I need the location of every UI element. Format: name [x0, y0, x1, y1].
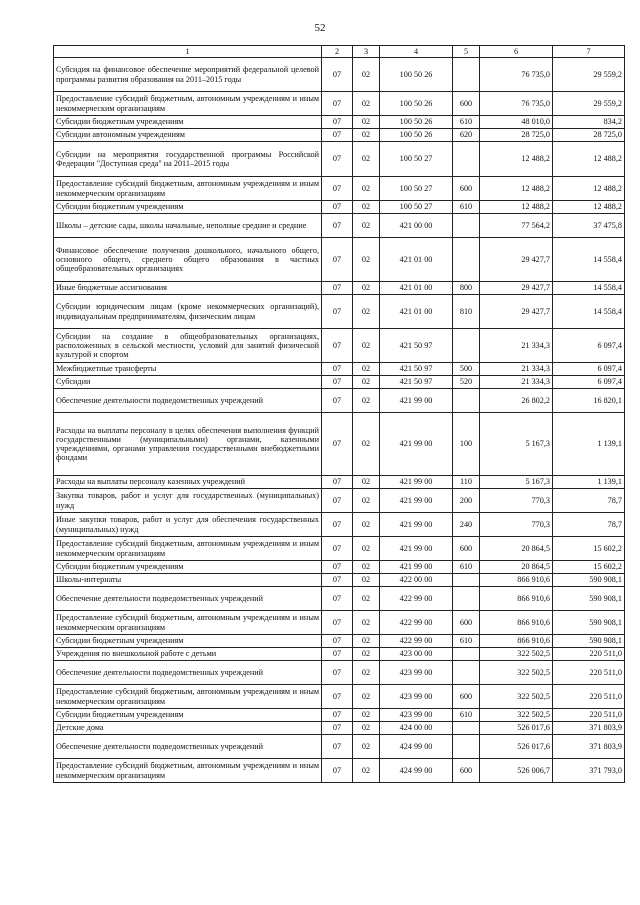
table-header-row [54, 46, 625, 58]
amount-actual: 12 488,2 [553, 201, 625, 214]
row-description: Субсидии бюджетным учреждениям [54, 709, 322, 722]
table-row [54, 142, 625, 177]
section-code: 07 [322, 648, 353, 661]
table-row [54, 376, 625, 389]
table-row [54, 413, 625, 476]
target-article-code: 421 99 00 [380, 389, 453, 413]
section-code: 07 [322, 611, 353, 635]
table-row [54, 537, 625, 561]
expense-type-code: 600 [453, 759, 480, 783]
table-row [54, 129, 625, 142]
row-description: Закупка товаров, работ и услуг для государственных (муниципальных) нужд [54, 489, 322, 513]
amount-plan: 770,3 [480, 489, 553, 513]
section-code: 07 [322, 58, 353, 92]
amount-actual: 29 559,2 [553, 92, 625, 116]
expense-type-code: 520 [453, 376, 480, 389]
amount-plan: 322 502,5 [480, 648, 553, 661]
amount-plan: 866 910,6 [480, 611, 553, 635]
row-description: Школы – детские сады, школы начальные, неполные средние и средние [54, 214, 322, 238]
target-article-code: 421 00 00 [380, 214, 453, 238]
expense-type-code [453, 329, 480, 363]
target-article-code: 421 01 00 [380, 282, 453, 295]
section-code: 07 [322, 587, 353, 611]
expense-type-code: 610 [453, 561, 480, 574]
amount-plan: 48 010,0 [480, 116, 553, 129]
expense-type-code: 240 [453, 513, 480, 537]
table-row [54, 574, 625, 587]
table-row [54, 648, 625, 661]
table-row [54, 92, 625, 116]
section-code: 07 [322, 722, 353, 735]
section-code: 07 [322, 238, 353, 282]
subsection-code: 02 [353, 177, 380, 201]
amount-plan: 20 864,5 [480, 561, 553, 574]
table-row [54, 476, 625, 489]
table-row [54, 201, 625, 214]
page-number: 52 [314, 22, 326, 34]
table-row [54, 58, 625, 92]
target-article-code: 424 00 00 [380, 722, 453, 735]
amount-actual: 6 097,4 [553, 329, 625, 363]
amount-actual: 371 793,0 [553, 759, 625, 783]
row-description: Расходы на выплаты персоналу в целях обеспечения выполнения функций государственными (муниципальными) органами, казенными учреждениями, органами управления государственными внебюджетными фондами [54, 413, 322, 476]
subsection-code: 02 [353, 722, 380, 735]
subsection-code: 02 [353, 295, 380, 329]
amount-actual: 15 602,2 [553, 537, 625, 561]
amount-plan: 866 910,6 [480, 574, 553, 587]
expense-type-code [453, 238, 480, 282]
section-code: 07 [322, 413, 353, 476]
row-description: Субсидии [54, 376, 322, 389]
section-code: 07 [322, 282, 353, 295]
expense-type-code: 600 [453, 685, 480, 709]
row-description: Предоставление субсидий бюджетным, автономным учреждениям и иным некоммерческим организациям [54, 537, 322, 561]
table-body [54, 58, 625, 783]
target-article-code: 421 01 00 [380, 238, 453, 282]
amount-actual: 220 511,0 [553, 685, 625, 709]
header-cell: 4 [380, 46, 453, 58]
amount-actual: 78,7 [553, 513, 625, 537]
subsection-code: 02 [353, 685, 380, 709]
section-code: 07 [322, 759, 353, 783]
target-article-code: 100 50 26 [380, 129, 453, 142]
table-row [54, 661, 625, 685]
target-article-code: 421 99 00 [380, 413, 453, 476]
table-row [54, 329, 625, 363]
amount-actual: 12 488,2 [553, 177, 625, 201]
subsection-code: 02 [353, 238, 380, 282]
subsection-code: 02 [353, 513, 380, 537]
expense-type-code [453, 574, 480, 587]
subsection-code: 02 [353, 376, 380, 389]
amount-actual: 590 908,1 [553, 574, 625, 587]
table-row [54, 635, 625, 648]
table-row [54, 587, 625, 611]
row-description: Школы-интернаты [54, 574, 322, 587]
amount-plan: 26 802,2 [480, 389, 553, 413]
expense-type-code [453, 587, 480, 611]
subsection-code: 02 [353, 363, 380, 376]
target-article-code: 422 00 00 [380, 574, 453, 587]
target-article-code: 421 50 97 [380, 363, 453, 376]
table-row [54, 735, 625, 759]
expense-type-code [453, 661, 480, 685]
table-row [54, 561, 625, 574]
subsection-code: 02 [353, 537, 380, 561]
amount-actual: 371 803,9 [553, 735, 625, 759]
header-cell: 2 [322, 46, 353, 58]
amount-plan: 770,3 [480, 513, 553, 537]
section-code: 07 [322, 214, 353, 238]
amount-plan: 12 488,2 [480, 142, 553, 177]
expense-type-code [453, 389, 480, 413]
target-article-code: 421 99 00 [380, 537, 453, 561]
subsection-code: 02 [353, 116, 380, 129]
amount-plan: 322 502,5 [480, 685, 553, 709]
expense-type-code: 600 [453, 537, 480, 561]
expense-type-code [453, 142, 480, 177]
expense-type-code: 800 [453, 282, 480, 295]
amount-actual: 220 511,0 [553, 648, 625, 661]
subsection-code: 02 [353, 574, 380, 587]
row-description: Финансовое обеспечение получения дошкольного, начального общего, основного общего, среднего общего образования в частных общеобразовательных организациях [54, 238, 322, 282]
expense-type-code [453, 214, 480, 238]
row-description: Предоставление субсидий бюджетным, автономным учреждениям и иным некоммерческим организациям [54, 685, 322, 709]
row-description: Субсидии юридическим лицам (кроме некоммерческих организаций), индивидуальным предпринимателям, физическим лицам [54, 295, 322, 329]
amount-plan: 322 502,5 [480, 661, 553, 685]
amount-plan: 5 167,3 [480, 413, 553, 476]
subsection-code: 02 [353, 648, 380, 661]
section-code: 07 [322, 295, 353, 329]
amount-actual: 78,7 [553, 489, 625, 513]
target-article-code: 422 99 00 [380, 611, 453, 635]
table-row [54, 759, 625, 783]
section-code: 07 [322, 574, 353, 587]
section-code: 07 [322, 363, 353, 376]
target-article-code: 422 99 00 [380, 635, 453, 648]
subsection-code: 02 [353, 735, 380, 759]
amount-plan: 12 488,2 [480, 177, 553, 201]
amount-plan: 21 334,3 [480, 329, 553, 363]
amount-plan: 77 564,2 [480, 214, 553, 238]
amount-plan: 866 910,6 [480, 587, 553, 611]
amount-actual: 6 097,4 [553, 363, 625, 376]
table-row [54, 611, 625, 635]
section-code: 07 [322, 177, 353, 201]
amount-plan: 20 864,5 [480, 537, 553, 561]
amount-plan: 29 427,7 [480, 238, 553, 282]
row-description: Детские дома [54, 722, 322, 735]
target-article-code: 421 99 00 [380, 489, 453, 513]
subsection-code: 02 [353, 389, 380, 413]
row-description: Обеспечение деятельности подведомственных учреждений [54, 389, 322, 413]
subsection-code: 02 [353, 214, 380, 238]
amount-actual: 220 511,0 [553, 661, 625, 685]
amount-plan: 29 427,7 [480, 282, 553, 295]
expense-type-code: 600 [453, 92, 480, 116]
subsection-code: 02 [353, 611, 380, 635]
target-article-code: 421 99 00 [380, 476, 453, 489]
section-code: 07 [322, 513, 353, 537]
table-row [54, 685, 625, 709]
target-article-code: 421 01 00 [380, 295, 453, 329]
amount-plan: 526 017,6 [480, 722, 553, 735]
table-row [54, 214, 625, 238]
expense-type-code: 620 [453, 129, 480, 142]
amount-actual: 6 097,4 [553, 376, 625, 389]
expense-type-code: 600 [453, 177, 480, 201]
section-code: 07 [322, 389, 353, 413]
row-description: Предоставление субсидий бюджетным, автономным учреждениям и иным некоммерческим организациям [54, 177, 322, 201]
section-code: 07 [322, 201, 353, 214]
amount-plan: 29 427,7 [480, 295, 553, 329]
amount-actual: 220 511,0 [553, 709, 625, 722]
row-description: Учреждения по внешкольной работе с детьми [54, 648, 322, 661]
budget-table [53, 45, 625, 783]
row-description: Субсидии бюджетным учреждениям [54, 116, 322, 129]
row-description: Межбюджетные трансферты [54, 363, 322, 376]
row-description: Предоставление субсидий бюджетным, автономным учреждениям и иным некоммерческим организациям [54, 611, 322, 635]
amount-plan: 21 334,3 [480, 376, 553, 389]
section-code: 07 [322, 376, 353, 389]
row-description: Предоставление субсидий бюджетным, автономным учреждениям и иным некоммерческим организациям [54, 759, 322, 783]
table-row [54, 489, 625, 513]
amount-plan: 76 735,0 [480, 58, 553, 92]
subsection-code: 02 [353, 635, 380, 648]
table-row [54, 177, 625, 201]
section-code: 07 [322, 489, 353, 513]
expense-type-code: 610 [453, 635, 480, 648]
section-code: 07 [322, 635, 353, 648]
amount-actual: 590 908,1 [553, 587, 625, 611]
section-code: 07 [322, 537, 353, 561]
header-cell: 5 [453, 46, 480, 58]
subsection-code: 02 [353, 201, 380, 214]
amount-plan: 5 167,3 [480, 476, 553, 489]
section-code: 07 [322, 685, 353, 709]
target-article-code: 424 99 00 [380, 735, 453, 759]
header-cell: 7 [553, 46, 625, 58]
amount-actual: 371 803,9 [553, 722, 625, 735]
expense-type-code: 500 [453, 363, 480, 376]
expense-type-code: 610 [453, 116, 480, 129]
subsection-code: 02 [353, 661, 380, 685]
amount-actual: 14 558,4 [553, 295, 625, 329]
expense-type-code: 110 [453, 476, 480, 489]
amount-actual: 1 139,1 [553, 413, 625, 476]
amount-actual: 37 475,8 [553, 214, 625, 238]
header-cell: 1 [54, 46, 322, 58]
amount-actual: 16 820,1 [553, 389, 625, 413]
amount-actual: 590 908,1 [553, 635, 625, 648]
section-code: 07 [322, 142, 353, 177]
section-code: 07 [322, 661, 353, 685]
amount-actual: 14 558,4 [553, 238, 625, 282]
header-cell: 3 [353, 46, 380, 58]
row-description: Иные бюджетные ассигнования [54, 282, 322, 295]
amount-actual: 15 602,2 [553, 561, 625, 574]
section-code: 07 [322, 116, 353, 129]
target-article-code: 423 99 00 [380, 661, 453, 685]
table-row [54, 282, 625, 295]
section-code: 07 [322, 92, 353, 116]
row-description: Иные закупки товаров, работ и услуг для обеспечения государственных (муниципальных) нужд [54, 513, 322, 537]
table-row [54, 363, 625, 376]
target-article-code: 421 50 97 [380, 329, 453, 363]
amount-plan: 866 910,6 [480, 635, 553, 648]
amount-actual: 14 558,4 [553, 282, 625, 295]
subsection-code: 02 [353, 561, 380, 574]
row-description: Обеспечение деятельности подведомственных учреждений [54, 661, 322, 685]
target-article-code: 421 99 00 [380, 561, 453, 574]
subsection-code: 02 [353, 92, 380, 116]
subsection-code: 02 [353, 58, 380, 92]
amount-actual: 12 488,2 [553, 142, 625, 177]
target-article-code: 424 99 00 [380, 759, 453, 783]
table-row [54, 295, 625, 329]
subsection-code: 02 [353, 282, 380, 295]
subsection-code: 02 [353, 129, 380, 142]
expense-type-code: 610 [453, 709, 480, 722]
row-description: Субсидия на финансовое обеспечение мероприятий федеральной целевой программы развития образования на 2011–2015 годы [54, 58, 322, 92]
section-code: 07 [322, 476, 353, 489]
expense-type-code [453, 648, 480, 661]
expense-type-code: 100 [453, 413, 480, 476]
row-description: Субсидии бюджетным учреждениям [54, 201, 322, 214]
subsection-code: 02 [353, 587, 380, 611]
subsection-code: 02 [353, 142, 380, 177]
target-article-code: 100 50 26 [380, 92, 453, 116]
table-row [54, 238, 625, 282]
amount-plan: 322 502,5 [480, 709, 553, 722]
target-article-code: 100 50 26 [380, 116, 453, 129]
table-row [54, 513, 625, 537]
target-article-code: 422 99 00 [380, 587, 453, 611]
row-description: Субсидии автономным учреждениям [54, 129, 322, 142]
target-article-code: 100 50 26 [380, 58, 453, 92]
subsection-code: 02 [353, 489, 380, 513]
expense-type-code: 810 [453, 295, 480, 329]
section-code: 07 [322, 709, 353, 722]
amount-actual: 29 559,2 [553, 58, 625, 92]
header-cell: 6 [480, 46, 553, 58]
amount-actual: 1 139,1 [553, 476, 625, 489]
subsection-code: 02 [353, 329, 380, 363]
target-article-code: 423 99 00 [380, 685, 453, 709]
row-description: Субсидии на создание в общеобразовательных организациях, расположенных в сельской местности, условий для занятий физической культурой и спортом [54, 329, 322, 363]
subsection-code: 02 [353, 759, 380, 783]
table-row [54, 389, 625, 413]
expense-type-code: 600 [453, 611, 480, 635]
target-article-code: 423 99 00 [380, 709, 453, 722]
amount-plan: 76 735,0 [480, 92, 553, 116]
subsection-code: 02 [353, 476, 380, 489]
expense-type-code: 610 [453, 201, 480, 214]
target-article-code: 423 00 00 [380, 648, 453, 661]
target-article-code: 100 50 27 [380, 177, 453, 201]
section-code: 07 [322, 329, 353, 363]
row-description: Предоставление субсидий бюджетным, автономным учреждениям и иным некоммерческим организациям [54, 92, 322, 116]
amount-actual: 590 908,1 [553, 611, 625, 635]
row-description: Обеспечение деятельности подведомственных учреждений [54, 587, 322, 611]
subsection-code: 02 [353, 413, 380, 476]
amount-plan: 21 334,3 [480, 363, 553, 376]
table-row [54, 709, 625, 722]
row-description: Расходы на выплаты персоналу казенных учреждений [54, 476, 322, 489]
target-article-code: 421 50 97 [380, 376, 453, 389]
subsection-code: 02 [353, 709, 380, 722]
amount-actual: 834,2 [553, 116, 625, 129]
expense-type-code [453, 58, 480, 92]
expense-type-code [453, 722, 480, 735]
row-description: Обеспечение деятельности подведомственных учреждений [54, 735, 322, 759]
amount-plan: 28 725,0 [480, 129, 553, 142]
row-description: Субсидии бюджетным учреждениям [54, 635, 322, 648]
target-article-code: 100 50 27 [380, 142, 453, 177]
section-code: 07 [322, 561, 353, 574]
section-code: 07 [322, 735, 353, 759]
row-description: Субсидии на мероприятия государственной программы Российской Федерации "Доступная среда" на 2011–2015 годы [54, 142, 322, 177]
expense-type-code: 200 [453, 489, 480, 513]
table-row [54, 722, 625, 735]
table-row [54, 116, 625, 129]
expense-type-code [453, 735, 480, 759]
section-code: 07 [322, 129, 353, 142]
amount-plan: 526 017,6 [480, 735, 553, 759]
row-description: Субсидии бюджетным учреждениям [54, 561, 322, 574]
target-article-code: 421 99 00 [380, 513, 453, 537]
amount-actual: 28 725,0 [553, 129, 625, 142]
amount-plan: 12 488,2 [480, 201, 553, 214]
target-article-code: 100 50 27 [380, 201, 453, 214]
amount-plan: 526 006,7 [480, 759, 553, 783]
